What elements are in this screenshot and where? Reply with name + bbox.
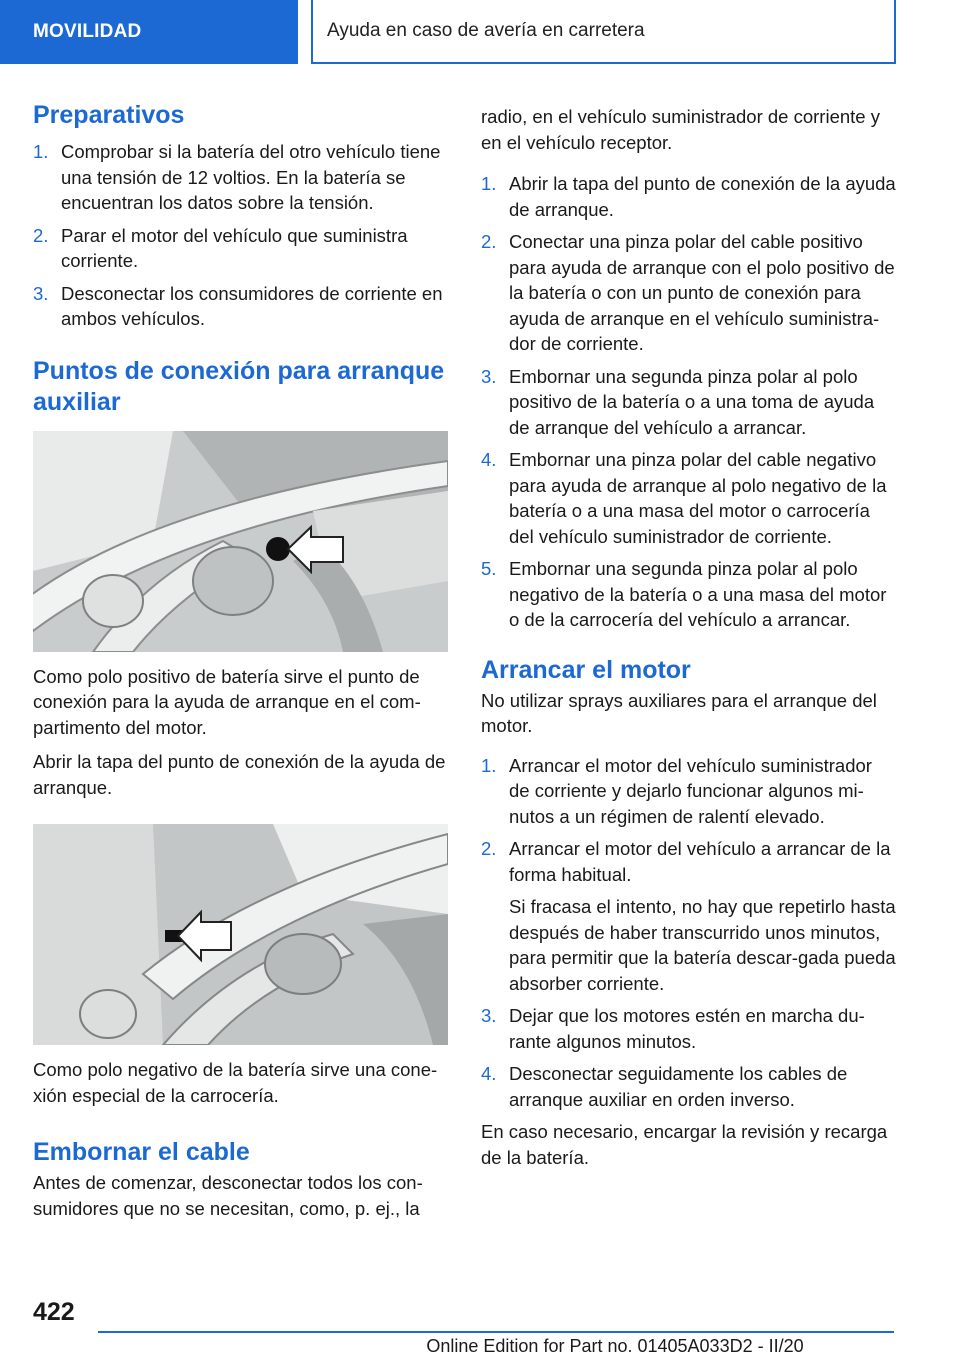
chapter-header — [311, 0, 896, 64]
list-item: 2. Arrancar el motor del vehículo a arrancar de la forma habitual. Si fracasa el intento, no hay que repetirlo hasta después de haber transcurrido unos minutos, para permitir que la batería descar-gada pueda absorber corriente. — [481, 836, 897, 996]
engine-negative-terminal-image — [33, 824, 448, 1045]
closing-text: En caso necesario, encargar la revisión y recarga de la batería. — [481, 1121, 888, 1168]
connect-steps-list — [481, 171, 897, 633]
list-item: 3. Embornar una segunda pinza polar al polo positivo de la batería o a una toma de ayuda de arranque del vehículo a arrancar. — [481, 365, 875, 438]
list-item: 1. Abrir la tapa del punto de conexión de la ayuda de arranque. — [481, 173, 896, 220]
heading-preparativos: Preparativos — [33, 101, 185, 129]
list-item: 2. Parar el motor del vehículo que suministra corriente. — [33, 224, 408, 271]
open-cap-text: Abrir la tapa del punto de conexión de la ayuda de arranque. — [33, 751, 446, 798]
start-intro-text: No utilizar sprays auxiliares para el arranque del motor. — [481, 689, 877, 736]
list-item: 3. Desconectar los consumidores de corriente en ambos vehículos. — [33, 282, 443, 329]
list-item: 4. Desconectar seguidamente los cables de arranque auxiliar en orden inverso. — [481, 1063, 848, 1110]
connect-intro-text: Antes de comenzar, desconectar todos los con-sumidores que no se necesitan, como, p. ej., la — [33, 1172, 423, 1219]
list-item: 1. Arrancar el motor del vehículo suministrador de corriente y dejarlo funcionar algunos mi-nutos a un régimen de ralentí elevado. — [481, 754, 872, 827]
chapter-title: Ayuda en caso de avería en carretera — [327, 20, 645, 41]
list-item: 5. Embornar una segunda pinza polar al polo negativo de la batería o a una masa del motor o de la carrocería del vehículo a arrancar. — [481, 558, 887, 630]
section-tab — [0, 0, 298, 64]
left-column — [33, 100, 448, 1230]
list-item: 2. Conectar una pinza polar del cable positivo para ayuda de arranque con el polo positivo de la batería o con un punto de conexión para ayuda de arranque en el vehículo suministra-dor de corriente. — [481, 231, 895, 354]
heading-embornar: Embornar el cable — [33, 1138, 250, 1166]
right-column — [481, 104, 897, 1179]
list-item: 4. Embornar una pinza polar del cable negativo para ayuda de arranque al polo negativo de la batería o a una masa del motor o carrocería del vehículo suministrador de corriente. — [481, 449, 887, 547]
continue-text: radio, en el vehículo suministrador de corriente y en el vehículo receptor. — [481, 106, 880, 153]
prep-steps-list — [33, 139, 448, 332]
page-number: 422 — [33, 1298, 75, 1326]
list-item: 3. Dejar que los motores estén en marcha du-rante algunos minutos. — [481, 1005, 865, 1052]
start-steps-list — [481, 753, 897, 1113]
footer-divider — [98, 1331, 894, 1333]
edition-text: Online Edition for Part no. 01405A033D2 - II/20 — [426, 1336, 804, 1356]
negative-terminal-text: Como polo negativo de la batería sirve una cone-xión especial de la carrocería. — [33, 1059, 438, 1106]
retry-note: Si fracasa el intento, no hay que repetirlo hasta después de haber transcurrido unos minutos, para permitir que la batería descar-gada pueda absorber corriente. — [509, 896, 896, 994]
section-label: MOVILIDAD — [33, 21, 142, 42]
heading-arrancar: Arrancar el motor — [481, 655, 691, 684]
engine-positive-terminal-image — [33, 431, 448, 652]
list-item: 1. Comprobar si la batería del otro vehículo tiene una tensión de 12 voltios. En la batería se encuentran los datos sobre la tensión. — [33, 141, 441, 213]
positive-terminal-text: Como polo positivo de batería sirve el punto de conexión para la ayuda de arranque en el com-partimento del motor. — [33, 665, 421, 738]
heading-connection-points: Puntos de conexión para arranque auxiliar — [33, 356, 445, 416]
